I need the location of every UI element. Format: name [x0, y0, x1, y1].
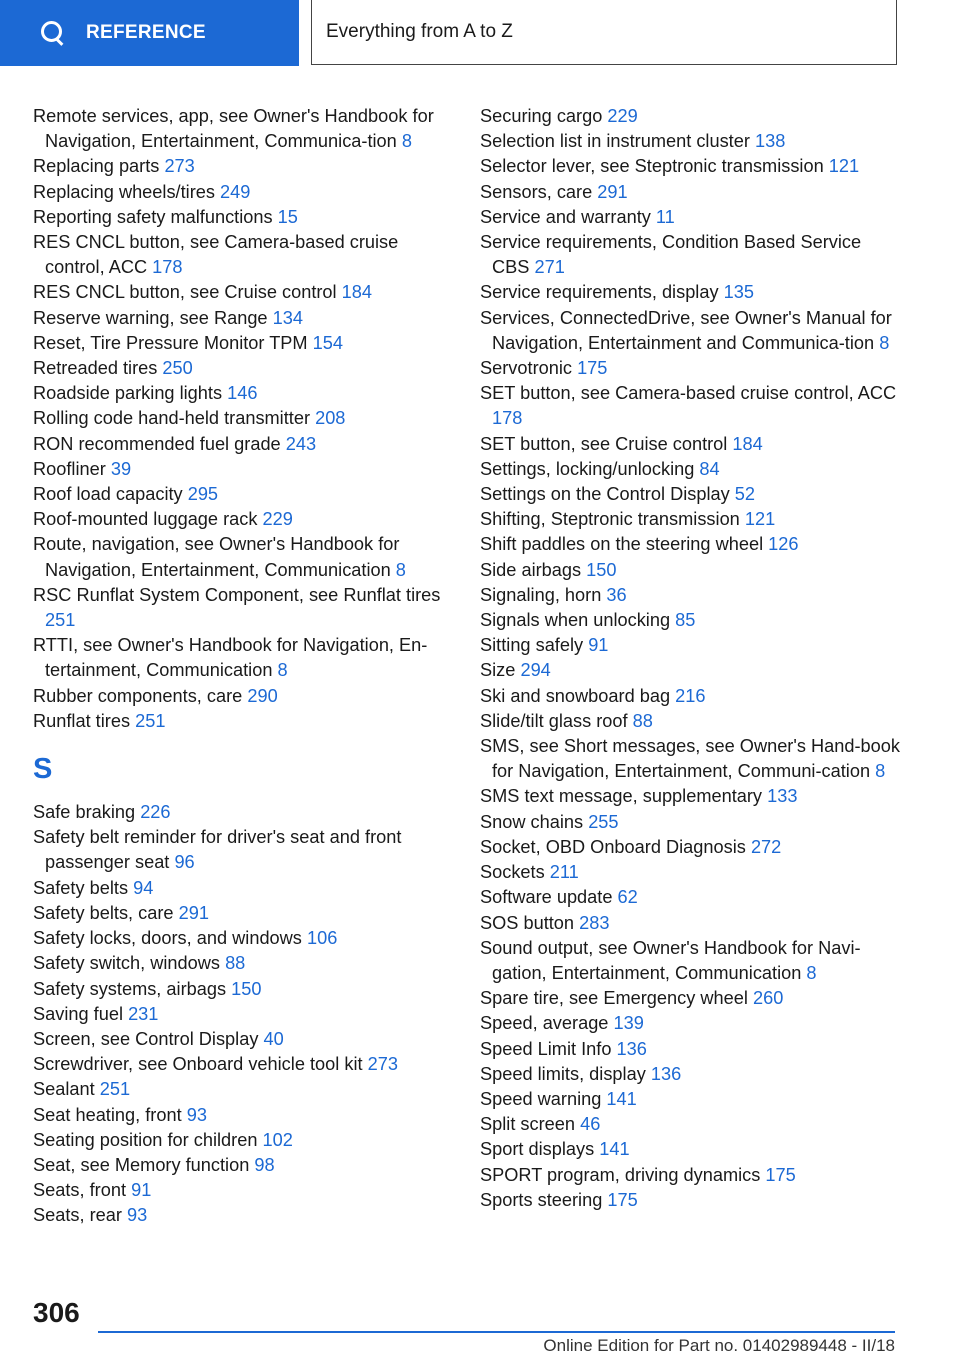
index-entry	[480, 608, 900, 633]
page-link[interactable]: 139	[613, 1013, 644, 1034]
page-link[interactable]: 121	[744, 509, 776, 530]
index-entry	[33, 154, 453, 179]
index-entry	[33, 104, 453, 154]
entry-text: Sensors, care	[480, 181, 593, 202]
index-entry	[480, 154, 900, 179]
index-entry	[480, 885, 900, 910]
page-link[interactable]: 243	[285, 433, 317, 454]
entry-text: Selection list in instrument cluster	[480, 131, 750, 152]
index-entry	[33, 633, 453, 683]
entry-text: Roof load capacity	[33, 484, 183, 505]
index-entry	[480, 129, 900, 154]
index-entry	[480, 784, 900, 809]
page-link[interactable]: 249	[220, 181, 251, 202]
page-link[interactable]: 231	[128, 1003, 159, 1024]
page-link[interactable]: 91	[588, 635, 609, 656]
entry-text: Service requirements, Condition Based Service CBS	[480, 232, 862, 278]
entry-text: SPORT program, driving dynamics	[480, 1164, 761, 1185]
index-entry	[480, 482, 900, 507]
index-entry	[480, 104, 900, 129]
entry-text: SMS text message, supplementary	[480, 786, 763, 807]
page-link[interactable]: 91	[131, 1180, 152, 1201]
page-link[interactable]: 98	[254, 1154, 275, 1175]
page-link[interactable]: 273	[164, 156, 195, 177]
page-link[interactable]: 146	[227, 383, 258, 404]
index-entry	[480, 205, 900, 230]
reference-label: REFERENCE	[86, 22, 206, 43]
page-link[interactable]: 135	[723, 282, 754, 303]
index-entry	[33, 180, 453, 205]
index-entry	[33, 356, 453, 381]
index-entry	[480, 734, 900, 784]
entry-text: Roof-mounted luggage rack	[33, 509, 258, 530]
page-link[interactable]: 175	[765, 1164, 796, 1185]
page-link[interactable]: 40	[263, 1028, 284, 1049]
index-entry	[480, 936, 900, 986]
entry-text: Safety switch, windows	[33, 953, 220, 974]
page-link[interactable]: 121	[828, 156, 860, 177]
entry-text: Retreaded tires	[33, 358, 158, 379]
entry-text: Roadside parking lights	[33, 383, 223, 404]
entry-text: Safety belts	[33, 877, 129, 898]
entry-text: Service and warranty	[480, 206, 651, 227]
page-link[interactable]: 154	[312, 332, 344, 353]
entry-text: SET button, see Camera-based cruise control, ACC	[480, 383, 897, 404]
page-link[interactable]: 175	[607, 1189, 638, 1210]
entry-text: Service requirements, display	[480, 282, 719, 303]
entry-text: Safety belts, care	[33, 902, 174, 923]
index-entry	[480, 1137, 900, 1162]
index-entry	[33, 306, 453, 331]
index-entry	[480, 633, 900, 658]
index-entry	[33, 901, 453, 926]
entry-text: Rubber components, care	[33, 685, 243, 706]
entry-text: Screwdriver, see Onboard vehicle tool kit	[33, 1054, 363, 1075]
page-link[interactable]: 290	[247, 685, 278, 706]
index-list-r	[33, 104, 453, 734]
index-entry	[480, 507, 900, 532]
edition-footer: Online Edition for Part no. 01402989448 - II/18	[543, 1336, 895, 1355]
page-link[interactable]: 8	[401, 131, 412, 152]
index-entry	[33, 1203, 453, 1228]
index-entry	[480, 986, 900, 1011]
index-entry	[480, 432, 900, 457]
page-link[interactable]: 141	[606, 1088, 637, 1109]
page-link[interactable]: 229	[607, 106, 638, 126]
entry-text: Rolling code hand-held transmitter	[33, 408, 311, 429]
page-link[interactable]: 150	[586, 559, 617, 580]
entry-text: Seat heating, front	[33, 1104, 182, 1125]
entry-text: RES CNCL button, see Cruise control	[33, 282, 337, 303]
index-entry	[33, 331, 453, 356]
entry-text: Servotronic	[480, 358, 572, 379]
page-link[interactable]: 52	[734, 484, 756, 505]
index-entry	[33, 1027, 453, 1052]
entry-text: Size	[480, 660, 516, 681]
entry-text: Settings, locking/unlocking	[480, 458, 695, 479]
entry-text: Screen, see Control Display	[33, 1028, 259, 1049]
page-link[interactable]: 291	[178, 902, 209, 923]
entry-text: Selector lever, see Steptronic transmission	[480, 156, 824, 177]
page-link[interactable]: 136	[616, 1038, 647, 1059]
index-entry	[33, 926, 453, 951]
entry-text: RES CNCL button, see Camera-based cruise control, ACC	[33, 232, 399, 278]
page-number: 306	[33, 1297, 80, 1328]
index-entry	[33, 977, 453, 1002]
entry-text: Software update	[480, 887, 613, 908]
page-link[interactable]: 184	[732, 433, 763, 454]
index-entry	[480, 280, 900, 305]
page-link[interactable]: 133	[767, 786, 798, 807]
entry-text: Spare tire, see Emergency wheel	[480, 988, 748, 1009]
entry-text: RTTI, see Owner's Handbook for Navigation, En-tertainment, Communication	[33, 635, 428, 681]
entry-text: Securing cargo	[480, 106, 603, 126]
entry-text: Signaling, horn	[480, 584, 602, 605]
index-entry	[33, 1077, 453, 1102]
entry-text: Replacing wheels/tires	[33, 181, 215, 202]
entry-text: Roofliner	[33, 458, 106, 479]
chapter-title: Everything from A to Z	[326, 21, 513, 42]
entry-text: Sound output, see Owner's Handbook for Navi-gation, Entertainment, Communication	[480, 937, 861, 983]
page-link[interactable]: 272	[750, 836, 782, 857]
index-entry	[480, 684, 900, 709]
index-column-right	[480, 104, 900, 1213]
index-entry	[480, 1087, 900, 1112]
index-entry	[480, 356, 900, 381]
page-link[interactable]: 273	[367, 1054, 398, 1075]
entry-text: SMS, see Short messages, see Owner's Hand-book for Navigation, Entertainment, Communi-cation	[480, 736, 900, 782]
index-list-s	[33, 800, 453, 1228]
index-entry	[33, 280, 453, 305]
page-link[interactable]: 251	[45, 610, 76, 631]
index-entry	[33, 684, 453, 709]
page-link[interactable]: 88	[632, 710, 653, 731]
entry-text: RON recommended fuel grade	[33, 433, 281, 454]
index-entry	[33, 532, 453, 582]
page-link[interactable]: 250	[162, 358, 193, 379]
index-entry	[33, 1002, 453, 1027]
entry-text: Speed, average	[480, 1013, 609, 1034]
page-link[interactable]: 141	[599, 1139, 630, 1160]
index-entry	[480, 532, 900, 557]
index-entry	[480, 1188, 900, 1213]
page-link[interactable]: 271	[534, 257, 565, 278]
entry-text: Reporting safety malfunctions	[33, 206, 273, 227]
index-entry	[33, 709, 453, 734]
page-link[interactable]: 8	[806, 962, 817, 983]
entry-text: Sockets	[480, 862, 545, 883]
entry-text: Reserve warning, see Range	[33, 307, 268, 328]
reference-tab[interactable]	[0, 0, 299, 66]
page-link[interactable]: 260	[752, 988, 784, 1009]
entry-text: Sports steering	[480, 1189, 603, 1210]
entry-text: Speed limits, display	[480, 1063, 646, 1084]
index-entry	[480, 180, 900, 205]
index-entry	[480, 911, 900, 936]
page-link[interactable]: 96	[174, 852, 195, 873]
page-link[interactable]: 175	[577, 358, 608, 379]
index-entry	[33, 1178, 453, 1203]
index-entry	[33, 1128, 453, 1153]
entry-text: SET button, see Cruise control	[480, 433, 728, 454]
page-link[interactable]: 150	[231, 978, 262, 999]
page-link[interactable]: 102	[262, 1129, 293, 1150]
entry-text: SOS button	[480, 912, 575, 933]
page-link[interactable]: 88	[225, 953, 246, 974]
entry-text: Safety belt reminder for driver's seat and front passenger seat	[33, 827, 402, 873]
page-link[interactable]: 251	[99, 1079, 131, 1100]
page-link[interactable]: 46	[580, 1114, 601, 1135]
entry-text: Settings on the Control Display	[480, 484, 730, 505]
index-entry	[33, 230, 453, 280]
index-entry	[480, 583, 900, 608]
index-entry	[480, 558, 900, 583]
page-link[interactable]: 126	[768, 534, 799, 555]
entry-text: Split screen	[480, 1114, 576, 1135]
entry-text: Sitting safely	[480, 635, 584, 656]
entry-text: Services, ConnectedDrive, see Owner's Manual for Navigation, Entertainment and Communica-tion	[480, 307, 892, 353]
index-list-s-continued	[480, 104, 900, 1213]
page-link[interactable]: 283	[579, 912, 610, 933]
section-letter: S	[33, 753, 53, 786]
entry-text: Route, navigation, see Owner's Handbook for Navigation, Entertainment, Communication	[33, 534, 400, 580]
page-link[interactable]: 211	[549, 862, 579, 883]
page-link[interactable]: 93	[186, 1104, 207, 1125]
entry-text: Speed Limit Info	[480, 1038, 612, 1059]
page-link[interactable]: 178	[492, 408, 523, 429]
entry-text: Safe braking	[33, 802, 136, 823]
index-entry	[33, 205, 453, 230]
page-link[interactable]: 134	[272, 307, 303, 328]
index-entry	[480, 1037, 900, 1062]
page-link[interactable]: 226	[140, 802, 171, 823]
index-entry	[33, 800, 453, 825]
index-entry	[480, 1011, 900, 1036]
chapter-tab	[311, 0, 897, 65]
entry-text: RSC Runflat System Component, see Runflat tires	[33, 584, 441, 605]
index-entry	[33, 876, 453, 901]
page-link[interactable]: 39	[110, 458, 132, 479]
index-entry	[33, 457, 453, 482]
index-entry	[480, 381, 900, 431]
page-link[interactable]: 291	[597, 181, 628, 202]
page-link[interactable]: 8	[879, 332, 890, 353]
entry-text: Signals when unlocking	[480, 610, 671, 631]
page-link[interactable]: 15	[277, 206, 298, 227]
page-link[interactable]: 294	[520, 660, 551, 681]
index-entry	[33, 583, 453, 633]
page-header	[0, 0, 960, 66]
entry-text: Snow chains	[480, 811, 584, 832]
index-entry	[33, 406, 453, 431]
page-link[interactable]: 178	[152, 257, 183, 278]
page-link[interactable]: 84	[699, 458, 720, 479]
page-link[interactable]: 8	[395, 559, 406, 580]
entry-text: Sport displays	[480, 1139, 595, 1160]
entry-text: Seat, see Memory function	[33, 1154, 250, 1175]
entry-text: Seats, front	[33, 1180, 127, 1201]
entry-text: Seats, rear	[33, 1205, 122, 1226]
entry-text: Speed warning	[480, 1088, 602, 1109]
entry-text: Seating position for children	[33, 1129, 258, 1150]
search-icon	[40, 20, 66, 46]
index-entry	[480, 658, 900, 683]
page-link[interactable]: 295	[187, 484, 219, 505]
index-entry	[33, 507, 453, 532]
entry-text: Shift paddles on the steering wheel	[480, 534, 764, 555]
page-link[interactable]: 93	[127, 1205, 148, 1226]
index-entry	[33, 482, 453, 507]
entry-text: Safety locks, doors, and windows	[33, 928, 302, 949]
entry-text: Remote services, app, see Owner's Handbook for Navigation, Entertainment, Communica-tion	[33, 106, 434, 152]
index-entry	[33, 951, 453, 976]
page-link[interactable]: 251	[135, 710, 166, 731]
index-entry	[480, 230, 900, 280]
page-link[interactable]: 62	[617, 887, 638, 908]
page-link[interactable]: 36	[606, 584, 627, 605]
page-link[interactable]: 94	[133, 877, 154, 898]
index-entry	[33, 1153, 453, 1178]
page-link[interactable]: 136	[650, 1063, 682, 1084]
page-link[interactable]: 208	[315, 408, 346, 429]
page-link[interactable]: 85	[675, 610, 696, 631]
index-entry	[33, 1103, 453, 1128]
index-entry	[480, 457, 900, 482]
page-link[interactable]: 184	[341, 282, 373, 303]
index-column-left	[33, 104, 453, 1229]
page-link[interactable]: 138	[754, 131, 786, 152]
index-entry	[480, 1062, 900, 1087]
page-link[interactable]: 8	[875, 761, 886, 782]
page-link[interactable]: 11	[655, 206, 675, 227]
page-link[interactable]: 229	[262, 509, 293, 530]
entry-text: Safety systems, airbags	[33, 978, 227, 999]
entry-text: Sealant	[33, 1079, 95, 1100]
index-entry	[480, 835, 900, 860]
index-entry	[33, 825, 453, 875]
index-entry	[480, 306, 900, 356]
entry-text: Reset, Tire Pressure Monitor TPM	[33, 332, 308, 353]
page-link[interactable]: 216	[675, 685, 706, 706]
entry-text: Side airbags	[480, 559, 582, 580]
page-link[interactable]: 255	[588, 811, 619, 832]
entry-text: Socket, OBD Onboard Diagnosis	[480, 836, 746, 857]
index-entry	[480, 810, 900, 835]
index-entry	[480, 860, 900, 885]
entry-text: Slide/tilt glass roof	[480, 710, 628, 731]
index-entry	[480, 1112, 900, 1137]
index-entry	[480, 709, 900, 734]
entry-text: Runflat tires	[33, 710, 131, 731]
footer-divider	[98, 1331, 895, 1333]
index-entry	[33, 1052, 453, 1077]
entry-text: Saving fuel	[33, 1003, 123, 1024]
entry-text: Shifting, Steptronic transmission	[480, 509, 740, 530]
entry-text: Ski and snowboard bag	[480, 685, 671, 706]
entry-text: Replacing parts	[33, 156, 160, 177]
page-link[interactable]: 106	[306, 928, 338, 949]
index-entry	[33, 432, 453, 457]
index-entry	[33, 381, 453, 406]
index-entry	[480, 1163, 900, 1188]
page-link[interactable]: 8	[277, 660, 288, 681]
